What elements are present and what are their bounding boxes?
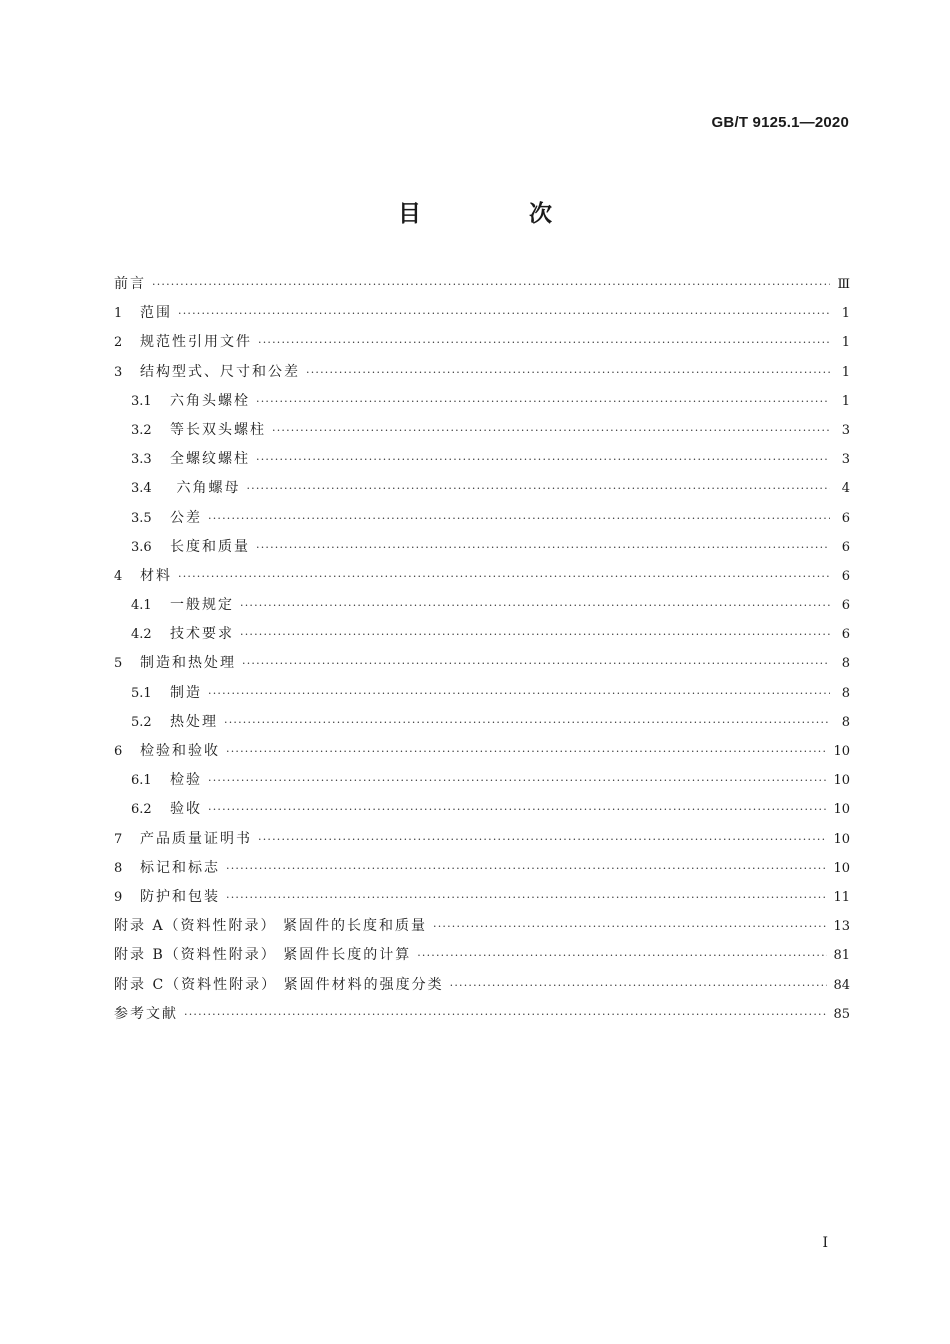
dot-leader [256,387,830,416]
toc-entry[interactable] [114,445,850,474]
toc-entry[interactable] [114,328,850,357]
toc-entry[interactable] [114,912,850,941]
toc-entry-label: 参考文献 [114,1005,178,1022]
toc-entry-number: 8 [114,860,123,876]
toc-entry-number: 5 [114,656,123,672]
page-title: 目 次 [397,201,602,227]
toc-entry[interactable] [114,504,850,533]
toc-entry-number: 1 [114,306,123,322]
toc-entry[interactable] [114,971,850,1000]
toc-entry-page: 6 [841,510,850,526]
table-of-contents [114,270,850,1029]
toc-entry-label: 附录 B（资料性附录） 紧固件长度的计算 [114,947,412,964]
toc-entry[interactable] [114,825,850,854]
dot-leader [258,328,830,357]
toc-entry[interactable] [114,591,850,620]
dot-leader [184,1000,827,1029]
toc-entry-page: 4 [841,481,850,497]
toc-entry-number: 3 [114,364,123,380]
toc-entry-number: 3.2 [131,422,152,438]
toc-entry[interactable] [114,1000,850,1029]
toc-entry-page: 6 [841,598,850,614]
toc-entry-number: 3.3 [131,452,152,468]
dot-leader [450,971,828,1000]
toc-entry-number: 5.1 [131,685,152,701]
toc-entry-label: 一般规定 [170,597,234,614]
toc-entry-page: 1 [841,364,850,380]
toc-entry[interactable] [114,620,850,649]
toc-entry-number: 6 [114,744,123,759]
dot-leader [208,504,830,533]
toc-entry[interactable] [114,562,850,591]
dot-leader [240,591,830,620]
toc-entry-page: 10 [833,860,850,876]
toc-entry[interactable] [114,270,850,299]
dot-leader [208,766,827,795]
toc-entry-page: Ⅲ [837,277,850,292]
dot-leader [152,270,830,299]
toc-entry-label: 附录 C（资料性附录） 紧固件材料的强度分类 [114,976,444,993]
toc-entry-label: 结构型式、尺寸和公差 [140,363,300,380]
toc-entry[interactable] [114,766,850,795]
toc-entry-number: 3.5 [131,510,152,526]
toc-entry-page: 10 [833,773,850,789]
dot-leader [226,737,827,766]
toc-entry-page: 6 [841,568,850,584]
toc-entry[interactable] [114,737,850,766]
toc-entry[interactable] [114,854,850,883]
toc-entry-page: 1 [841,393,850,409]
toc-entry-label: 制造 [170,684,202,701]
toc-entry-label: 技术要求 [170,626,234,643]
dot-leader [433,912,827,941]
toc-entry-label: 防护和包装 [140,888,220,905]
toc-entry[interactable] [114,883,850,912]
toc-entry-number: 6.1 [131,773,152,789]
toc-entry-number: 5.2 [131,714,152,730]
standard-code: GB/T 9125.1—2020 [711,114,849,131]
toc-entry-label: 检验 [170,772,202,789]
dot-leader [258,825,827,854]
toc-entry-page: 8 [841,656,850,672]
toc-entry-label: 热处理 [170,713,218,730]
toc-entry-page: 1 [841,306,850,322]
dot-leader [208,795,827,824]
toc-entry-number: 6.2 [131,802,152,818]
toc-entry-label: 公差 [170,509,202,526]
toc-entry-number: 9 [114,889,123,905]
toc-entry-label: 材料 [140,567,172,584]
toc-entry-page: 10 [833,744,850,759]
dot-leader [178,299,830,328]
toc-entry[interactable] [114,299,850,328]
toc-entry[interactable] [114,679,850,708]
dot-leader [224,708,830,737]
toc-entry-number: 3.6 [131,539,152,555]
dot-leader [242,649,830,678]
dot-leader [272,416,830,445]
toc-entry-label: 标记和标志 [140,859,220,876]
toc-entry-number: 4 [114,568,123,584]
toc-entry-page: 1 [841,335,850,351]
toc-entry[interactable] [114,387,850,416]
toc-entry-label: 前言 [114,276,146,292]
toc-entry-label: 规范性引用文件 [140,334,252,351]
toc-entry-label: 产品质量证明书 [140,830,252,847]
toc-entry[interactable] [114,358,850,387]
toc-entry-number: 2 [114,335,123,351]
toc-entry[interactable] [114,941,850,970]
dot-leader [256,445,830,474]
toc-entry-number: 3.4 [131,481,152,497]
dot-leader [256,533,830,562]
toc-entry-page: 13 [833,919,850,935]
toc-entry[interactable] [114,708,850,737]
toc-entry-page: 10 [833,802,850,818]
toc-entry-page: 10 [833,831,850,847]
toc-entry-page: 8 [841,714,850,730]
toc-entry[interactable] [114,474,850,503]
toc-entry-page: 6 [841,627,850,643]
toc-entry-label: 六角头螺栓 [170,392,250,409]
toc-entry-label: 长度和质量 [170,538,250,555]
toc-entry-label: 附录 A（资料性附录） 紧固件的长度和质量 [114,918,428,935]
toc-entry-number: 3.1 [131,393,152,409]
toc-entry-page: 11 [833,889,850,905]
dot-leader [240,620,830,649]
toc-entry-number: 7 [114,831,123,847]
page-number: I [822,1235,828,1251]
toc-entry[interactable] [114,416,850,445]
toc-entry-page: 3 [841,422,850,438]
toc-entry-number: 4.2 [131,627,152,643]
toc-entry-page: 8 [841,685,850,701]
toc-entry-label: 六角螺母 [170,480,241,497]
toc-entry-number: 4.1 [131,598,152,614]
dot-leader [226,883,827,912]
toc-entry-page: 84 [833,977,850,993]
toc-entry[interactable] [114,795,850,824]
dot-leader [306,358,830,387]
toc-entry-label: 验收 [170,801,202,818]
toc-entry[interactable] [114,533,850,562]
dot-leader [226,854,827,883]
dot-leader [417,941,827,970]
toc-entry-label: 全螺纹螺柱 [170,451,250,468]
toc-entry-label: 范围 [140,305,172,322]
toc-entry-page: 85 [833,1006,850,1022]
toc-entry-label: 等长双头螺柱 [170,421,266,438]
dot-leader [208,679,830,708]
toc-entry[interactable] [114,649,850,678]
dot-leader [246,474,830,503]
toc-entry-page: 6 [841,539,850,555]
dot-leader [178,562,830,591]
toc-entry-page: 81 [833,948,850,964]
toc-entry-label: 制造和热处理 [140,655,236,672]
toc-entry-page: 3 [841,452,850,468]
toc-entry-label: 检验和验收 [140,743,220,759]
